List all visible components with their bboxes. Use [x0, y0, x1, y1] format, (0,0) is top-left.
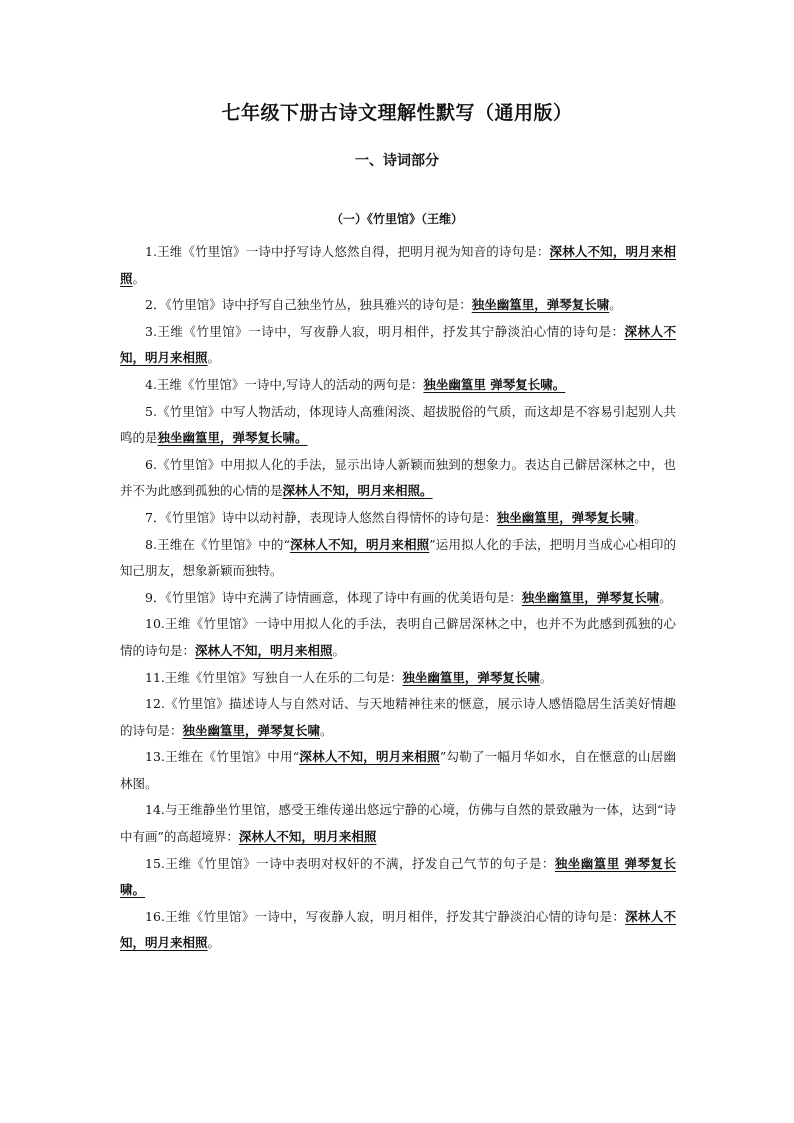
question-suffix: ”勾勒了一幅月华如水，自在惬意的山居幽林图。: [120, 749, 676, 791]
question-suffix: ”运用拟人化的手法，把明月当成心心相印的知己朋友，想象新颖而独特。: [120, 536, 676, 579]
page-title: 七年级下册古诗文理解性默写（通用版）: [221, 102, 573, 124]
question-prompt: 9．《竹里馆》诗中充满了诗情画意，体现了诗中有画的优美语句是：: [145, 589, 522, 605]
answer-text: 深林人不知，明月来相照: [120, 908, 676, 951]
answer-text: 独坐幽篁里，弹琴复长啸: [521, 589, 660, 605]
answer-text: 独坐幽篁里，弹琴复长啸。: [157, 430, 308, 446]
question-prompt: 4.王维《竹里馆》一诗中,写诗人的活动的两句是：: [145, 376, 424, 392]
question-suffix: 。: [320, 722, 333, 738]
question-suffix: 。: [207, 350, 221, 366]
question-item: [120, 505, 676, 532]
question-item: [120, 585, 676, 612]
question-item: [120, 319, 676, 372]
answer-text: 深林人不知，明月来相照: [299, 749, 440, 765]
question-prompt: 3.王维《竹里馆》一诗中，写夜静人寂，明月相伴，抒发其宁静淡泊心情的诗句是：: [145, 323, 625, 339]
answer-text: 独坐幽篁里，弹琴复长啸: [182, 722, 321, 738]
answer-text: 深林人不知，明月来相照: [120, 323, 676, 366]
question-prompt: 12.《竹里馆》描述诗人与自然对话、与天地精神往来的惬意，展示诗人感悟隐居生活美好情趣的诗句是：: [120, 696, 676, 738]
question-prompt: 6.《竹里馆》中用拟人化的手法，显示出诗人新颖而独到的想象力。表达自己僻居深林之中，也并不为此感到孤独的心情的是: [120, 456, 676, 499]
question-prompt: 2．《竹里馆》诗中抒写自己独坐竹丛，独具雅兴的诗句是：: [145, 297, 472, 313]
answer-text: 独坐幽篁里，弹琴复长啸: [402, 669, 540, 685]
question-item: [120, 665, 676, 692]
question-prompt: 11.王维《竹里馆》写独自一人在乐的二句是：: [145, 669, 403, 685]
answer-text: 独坐幽篁里 弹琴复长啸。: [423, 376, 566, 392]
question-item: [120, 611, 676, 664]
answer-text: 独坐幽篁里，弹琴复长啸: [496, 509, 635, 525]
question-prompt: 13.王维在《竹里馆》中用“: [145, 749, 300, 765]
question-suffix: 。: [659, 589, 672, 605]
answer-text: 独坐幽篁里，弹琴复长啸: [471, 297, 610, 313]
question-prompt: 14.与王维静坐竹里馆，感受王维传递出悠远宁静的心境，仿佛与自然的景致融为一体，达到“诗中有画”的高超境界：: [120, 802, 676, 845]
answer-text: 独坐幽篁里 弹琴复长啸。: [120, 855, 676, 898]
question-item: [120, 904, 676, 957]
question-prompt: 16.王维《竹里馆》一诗中，写夜静人寂，明月相伴，抒发其宁静淡泊心情的诗句是：: [145, 908, 626, 924]
question-item: [120, 691, 676, 744]
question-prompt: 8.王维在《竹里馆》中的“: [145, 536, 290, 552]
question-suffix: 。: [332, 642, 346, 658]
question-item: [120, 851, 676, 904]
question-prompt: 1.王维《竹里馆》一诗中抒写诗人悠然自得，把明月视为知音的诗句是：: [145, 244, 550, 259]
question-prompt: 15.王维《竹里馆》一诗中表明对权奸的不满，抒发自己气节的句子是：: [145, 855, 555, 871]
question-item: [120, 239, 676, 292]
question-suffix: 。: [609, 297, 622, 313]
question-suffix: 。: [207, 935, 221, 951]
question-item: [120, 532, 676, 585]
question-item: [120, 372, 676, 399]
question-suffix: 。: [132, 270, 146, 286]
answer-text: 深林人不知，明月来相照: [195, 642, 333, 658]
question-suffix: 。: [539, 669, 553, 685]
subsection-heading: （一）《竹里馆》（王维）: [330, 212, 463, 226]
question-item: [120, 797, 676, 850]
answer-text: 深林人不知，明月来相照: [238, 829, 377, 845]
question-item: [120, 744, 676, 797]
question-list: [120, 239, 676, 957]
question-suffix: 。: [634, 509, 647, 525]
question-item: [120, 399, 676, 452]
answer-text: 深林人不知，明月来相照: [289, 536, 430, 552]
answer-text: 深林人不知，明月来相照。: [282, 483, 433, 499]
question-item: [120, 452, 676, 505]
answer-text: 深林人不知，明月来相照: [120, 244, 676, 286]
question-prompt: 7．《竹里馆》诗中以动衬静，表现诗人悠然自得情怀的诗句是：: [145, 509, 497, 525]
question-prompt: 10.王维《竹里馆》一诗中用拟人化的手法，表明自己僻居深林之中，也并不为此感到孤独的心情的诗句是：: [120, 616, 676, 658]
section-heading: 一、诗词部分: [355, 153, 439, 169]
question-item: [120, 292, 676, 319]
question-prompt: 5.《竹里馆》中写人物活动，体现诗人高雅闲淡、超拔脱俗的气质，而这却是不容易引起别人共鸣的是: [120, 403, 676, 446]
